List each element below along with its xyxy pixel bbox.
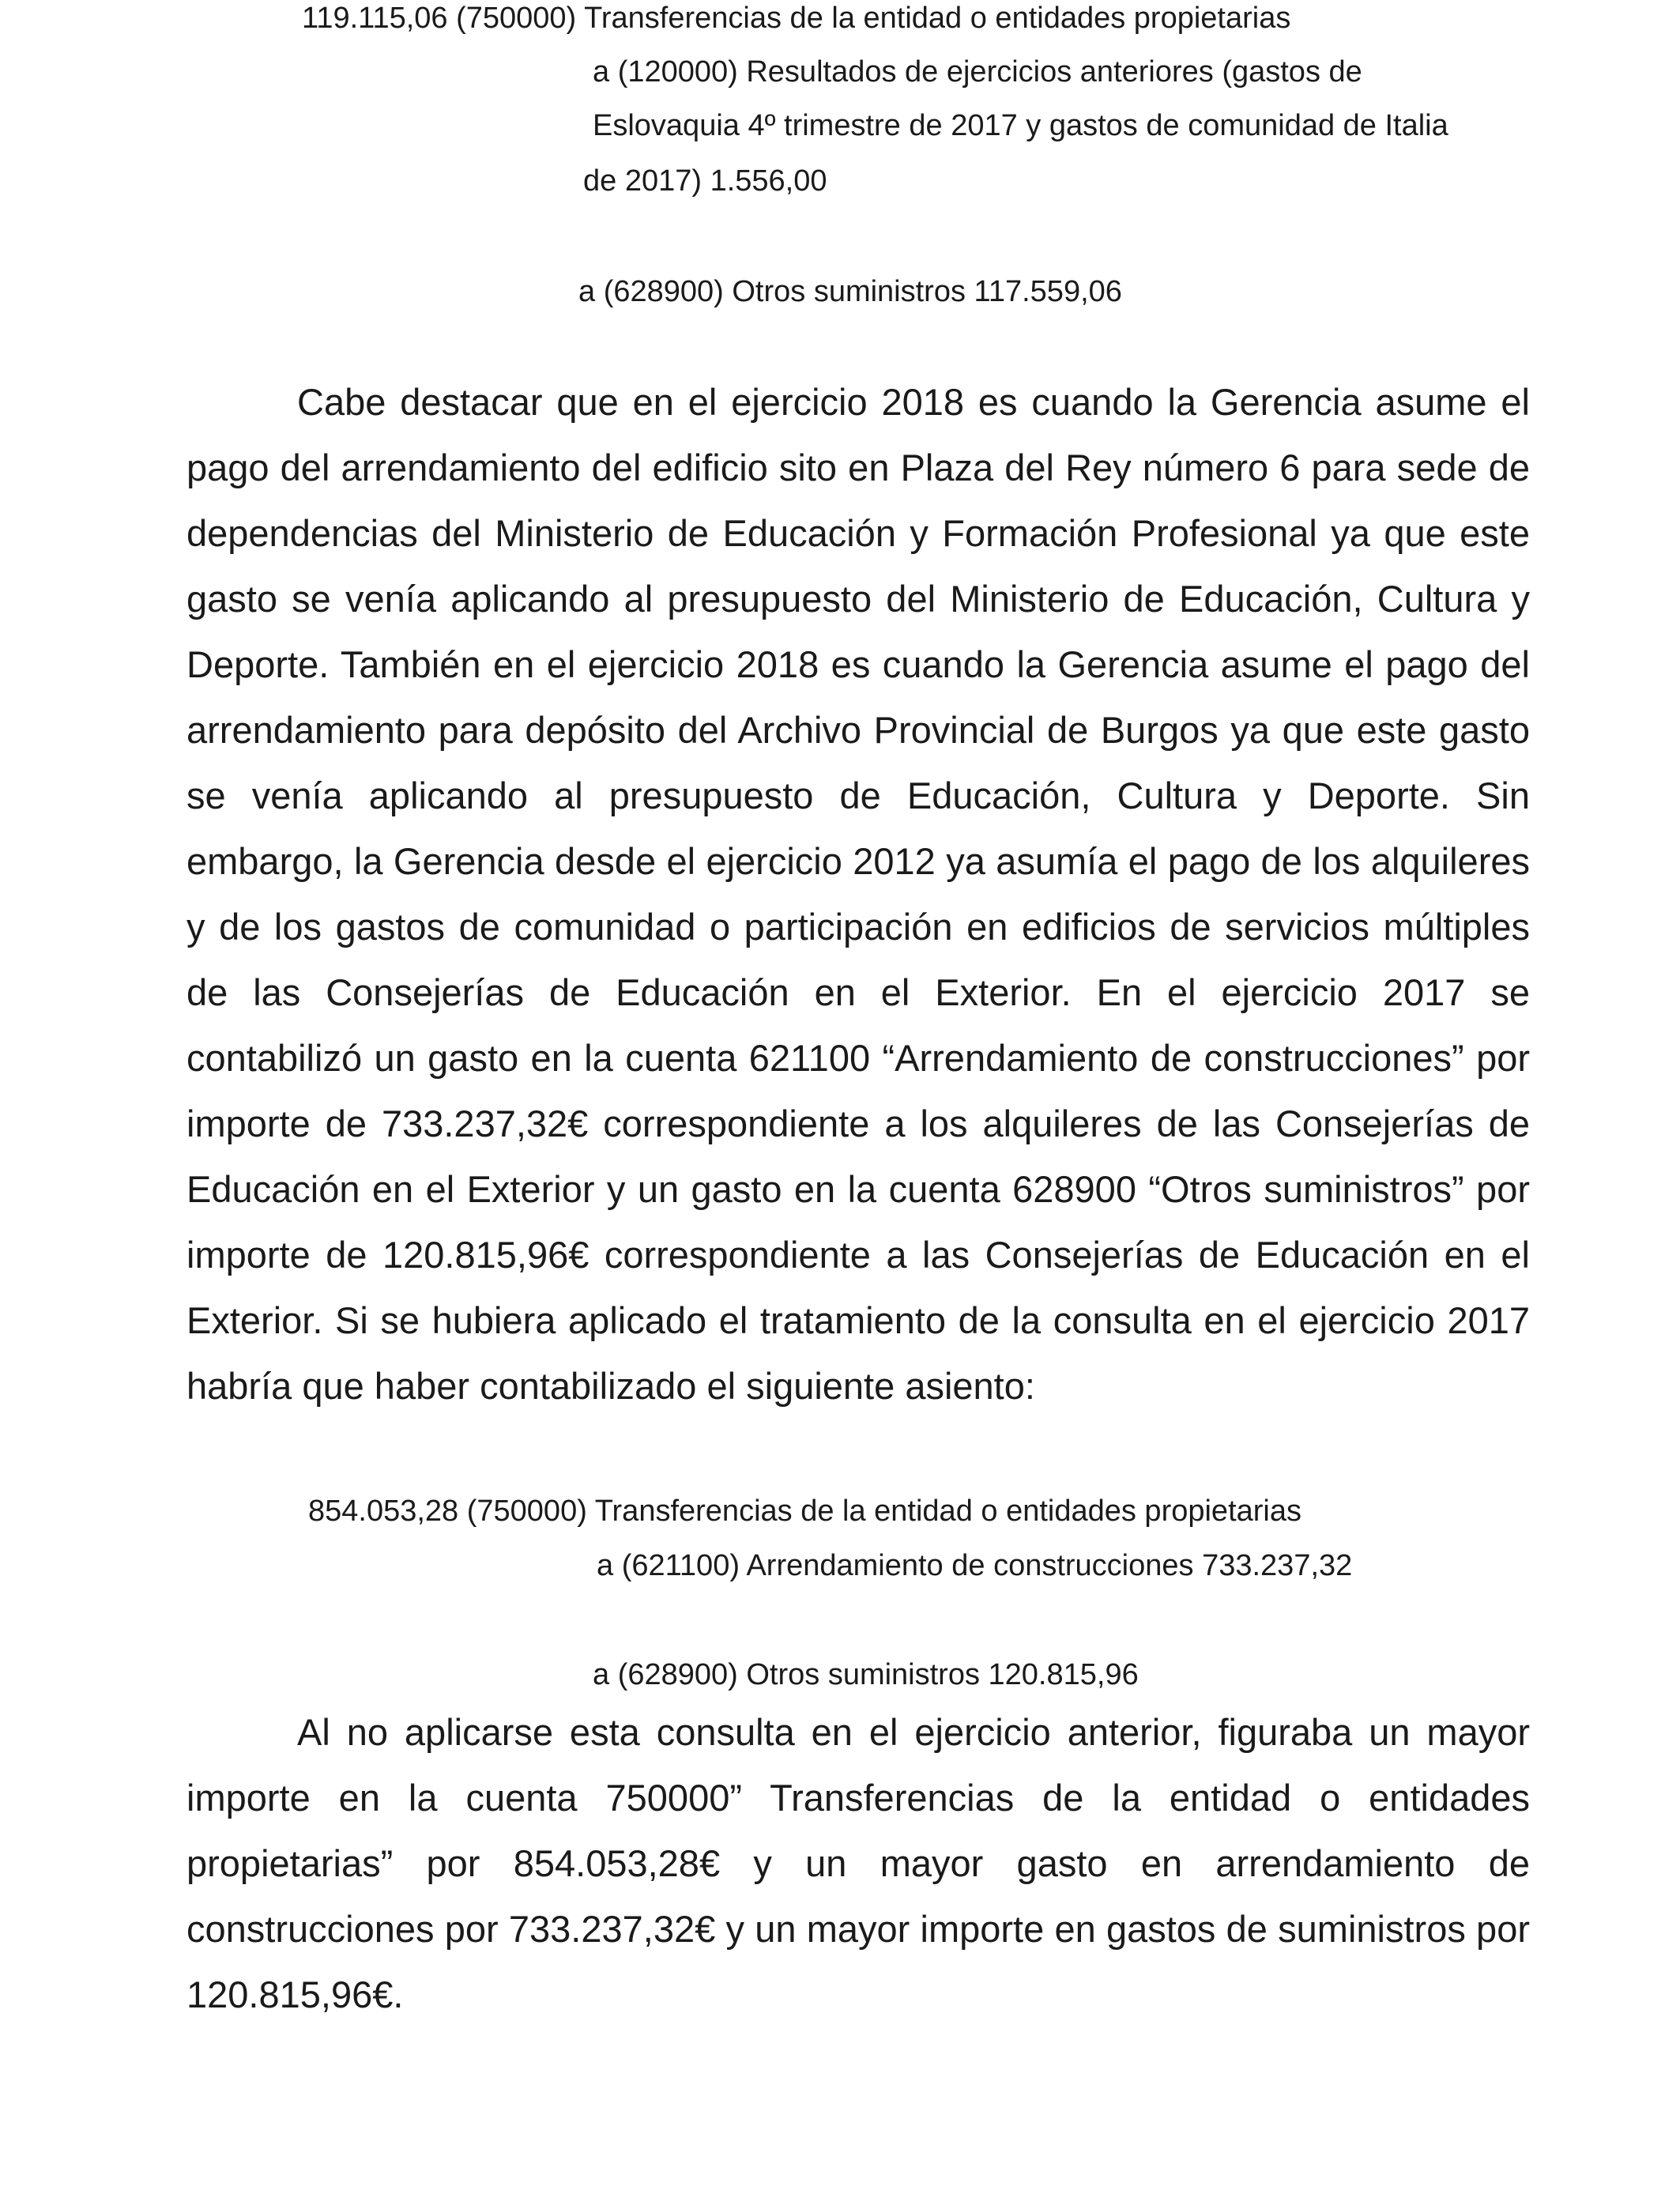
paragraph-1-text: Cabe destacar que en el ejercicio 2018 es cuando la Gerencia asume el pago del arrendamiento del edificio sito en Plaza del Rey número 6 para sede de dependencias del Ministerio de Educación y Formación Profesional ya que este gasto se venía aplicando al presupuesto del Ministerio de Educación, Cultura y Deporte. También en el ejercicio 2018 es cuando la Gerencia asume el pago del arrendamiento para depósito del Archivo Provincial de Burgos ya que este gasto se venía aplicando al presupuesto de Educación, Cultura y Deporte. Sin embargo, la Gerencia desde el ejercicio 2012 ya asumía el pago de los alquileres y de los gastos de comunidad o participación en edificios de servicios múltiples de las Consejerías de Educación en el Exterior. En el ejercicio 2017 se contabilizó un gasto en la cuenta 621100 “Arrendamiento de construcciones” por importe de 733.237,32€ correspondiente a los alquileres de las Consejerías de Educación en el Exterior y un gasto en la cuenta 628900 “Otros suministros” por importe de 120.815,96€ correspondiente a las Consejerías de Educación en el Exterior. Si se hubiera aplicado el tratamiento de la consulta en el ejercicio 2017 habría que haber contabilizado el siguiente asiento: — [186, 381, 1530, 1407]
entry2-credit-line-1: a (621100) Arrendamiento de construcciones 733.237,32 — [597, 1549, 1353, 1582]
paragraph-2-text: Al no aplicarse esta consulta en el ejercicio anterior, figuraba un mayor importe en la cuenta 750000” Transferencias de la entidad o entidades propietarias” por 854.053,28€ y un mayor gasto en arrendamiento de construcciones por 733.237,32€ y un mayor importe en gastos de suministros por 120.815,96€. — [186, 1711, 1530, 2015]
entry1-credit-line-1-end: de 2017) 1.556,00 — [583, 164, 827, 198]
entry1-credit-line-1: a (120000) Resultados de ejercicios anteriores (gastos de — [593, 55, 1362, 89]
entry2-credit-line-2: a (628900) Otros suministros 120.815,96 — [593, 1658, 1139, 1691]
body-paragraph-1 — [186, 369, 1530, 1419]
body-paragraph-2 — [186, 1699, 1530, 2027]
entry1-credit-line-2: a (628900) Otros suministros 117.559,06 — [578, 275, 1122, 308]
entry1-debit-line: 119.115,06 (750000) Transferencias de la entidad o entidades propietarias — [302, 2, 1291, 35]
entry2-debit-line: 854.053,28 (750000) Transferencias de la entidad o entidades propietarias — [308, 1495, 1301, 1528]
entry1-credit-line-1-cont: Eslovaquia 4º trimestre de 2017 y gastos de comunidad de Italia — [593, 109, 1448, 142]
